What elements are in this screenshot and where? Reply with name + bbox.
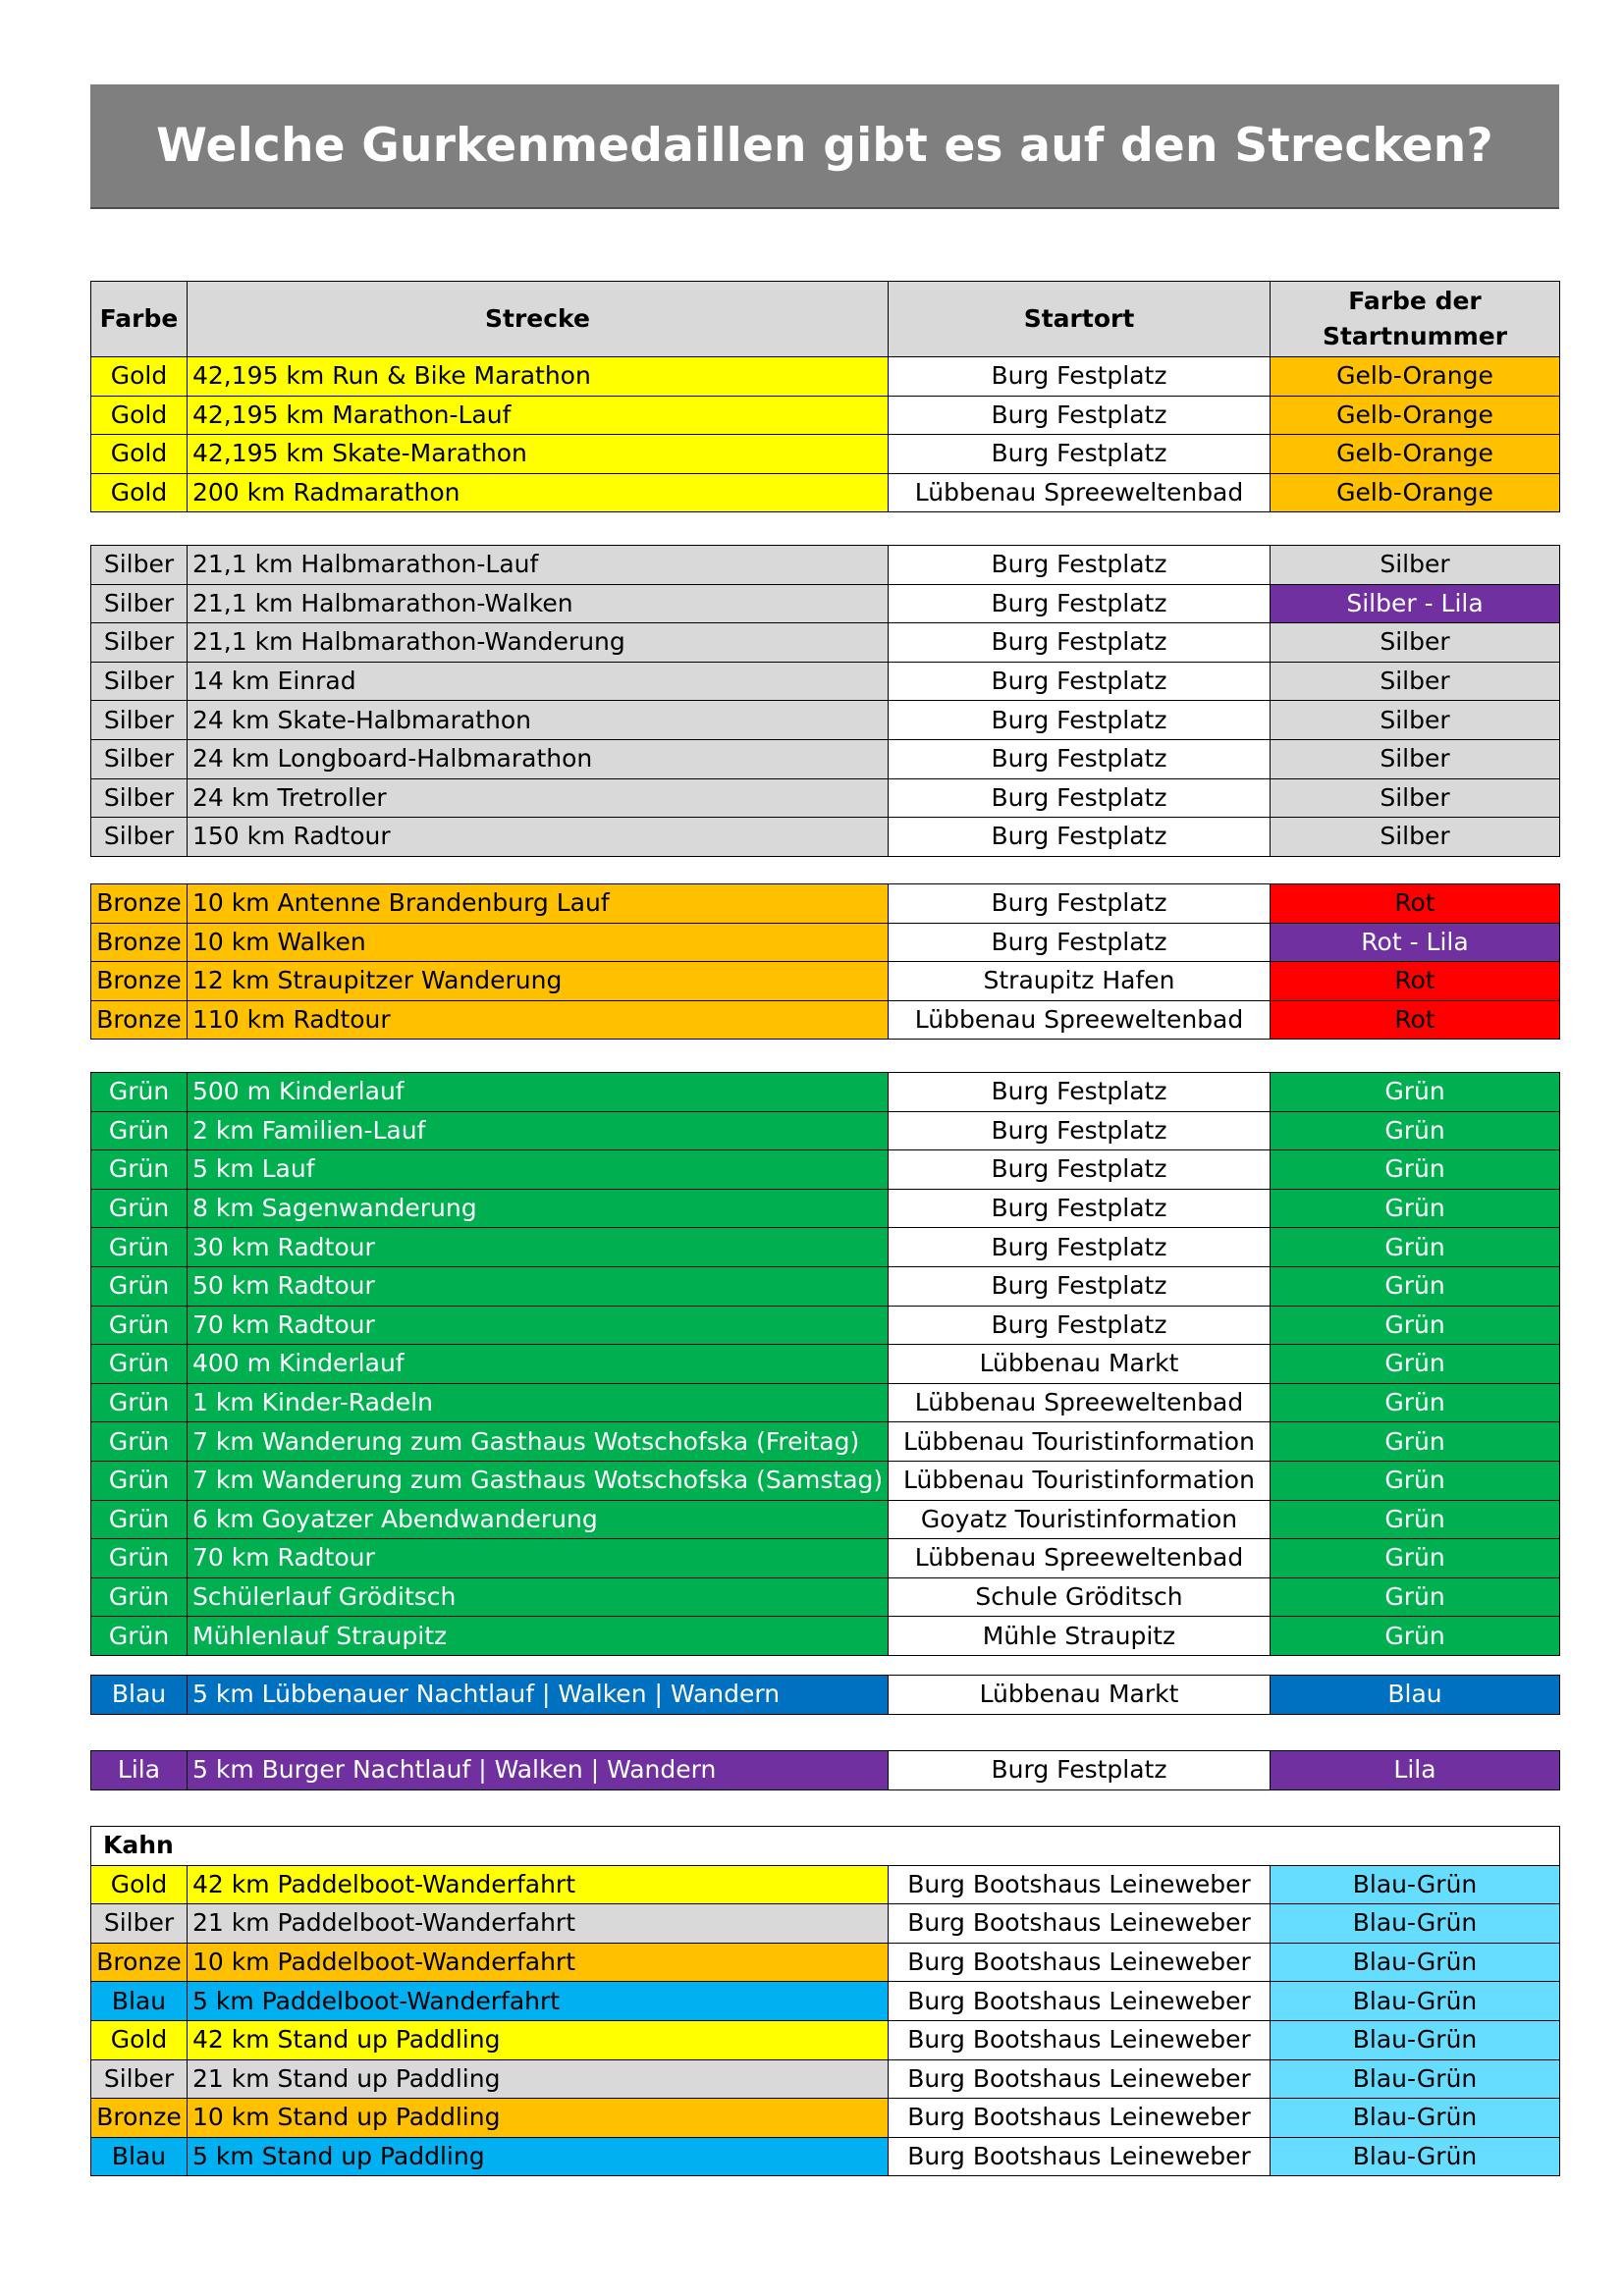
- table-row: [91, 1266, 1560, 1306]
- cell-farbe: Grün: [91, 1617, 188, 1656]
- cell-startnummer: Grün: [1271, 1189, 1560, 1228]
- table-row: [91, 1617, 1560, 1656]
- header-startnummer: Farbe der Startnummer: [1271, 282, 1560, 357]
- cell-farbe: Blau: [91, 1982, 188, 2021]
- cell-startort: Burg Festplatz: [889, 1150, 1271, 1190]
- cell-startort: Burg Bootshaus Leineweber: [889, 1943, 1271, 1982]
- cell-farbe: Gold: [91, 2020, 188, 2059]
- cell-startnummer: Grün: [1271, 1266, 1560, 1306]
- cell-startnummer: Gelb-Orange: [1271, 473, 1560, 512]
- cell-strecke: 7 km Wanderung zum Gasthaus Wotschofska (Samstag): [188, 1461, 889, 1500]
- table-row: [91, 1228, 1560, 1267]
- cell-farbe: Grün: [91, 1461, 188, 1500]
- cell-startort: Burg Bootshaus Leineweber: [889, 2020, 1271, 2059]
- cell-startnummer: Blau-Grün: [1271, 2059, 1560, 2099]
- cell-strecke: 110 km Radtour: [188, 1000, 889, 1040]
- table-row: [91, 1865, 1560, 1904]
- cell-startnummer: Blau-Grün: [1271, 1865, 1560, 1904]
- table-header-row: [91, 282, 1560, 357]
- silber-table: [90, 545, 1560, 857]
- cell-farbe: Silber: [91, 2059, 188, 2099]
- cell-startnummer: Grün: [1271, 1111, 1560, 1150]
- cell-strecke: 42 km Paddelboot-Wanderfahrt: [188, 1865, 889, 1904]
- cell-farbe: Grün: [91, 1306, 188, 1345]
- gold-table: [90, 281, 1560, 512]
- cell-startnummer: Blau-Grün: [1271, 1904, 1560, 1944]
- cell-strecke: 10 km Walken: [188, 923, 889, 962]
- bronze-rows: [91, 884, 1560, 1040]
- cell-farbe: Grün: [91, 1073, 188, 1112]
- cell-startnummer: Grün: [1271, 1383, 1560, 1422]
- cell-strecke: 24 km Skate-Halbmarathon: [188, 701, 889, 740]
- cell-startort: Straupitz Hafen: [889, 962, 1271, 1001]
- cell-startort: Burg Festplatz: [889, 923, 1271, 962]
- cell-strecke: 42,195 km Skate-Marathon: [188, 435, 889, 474]
- table-row: [91, 2099, 1560, 2138]
- kahn-table: [90, 1826, 1560, 2176]
- cell-farbe: Gold: [91, 396, 188, 435]
- cell-farbe: Blau: [91, 1676, 188, 1715]
- cell-farbe: Blau: [91, 2137, 188, 2176]
- cell-strecke: 6 km Goyatzer Abendwanderung: [188, 1500, 889, 1539]
- cell-farbe: Bronze: [91, 923, 188, 962]
- cell-startort: Burg Festplatz: [889, 1073, 1271, 1112]
- table-row: [91, 701, 1560, 740]
- cell-farbe: Gold: [91, 473, 188, 512]
- cell-startort: Lübbenau Spreeweltenbad: [889, 473, 1271, 512]
- table-row: [91, 623, 1560, 663]
- cell-startort: Burg Festplatz: [889, 1111, 1271, 1150]
- cell-farbe: Silber: [91, 818, 188, 857]
- cell-strecke: 24 km Longboard-Halbmarathon: [188, 739, 889, 778]
- cell-farbe: Bronze: [91, 1000, 188, 1040]
- cell-strecke: 42 km Stand up Paddling: [188, 2020, 889, 2059]
- cell-startnummer: Blau-Grün: [1271, 2099, 1560, 2138]
- cell-startnummer: Grün: [1271, 1461, 1560, 1500]
- cell-startnummer: Silber: [1271, 739, 1560, 778]
- cell-farbe: Silber: [91, 778, 188, 818]
- title-banner: [90, 84, 1559, 209]
- cell-startort: Burg Festplatz: [889, 546, 1271, 585]
- blau-table: [90, 1675, 1560, 1715]
- cell-farbe: Silber: [91, 739, 188, 778]
- cell-strecke: 30 km Radtour: [188, 1228, 889, 1267]
- cell-strecke: 2 km Familien-Lauf: [188, 1111, 889, 1150]
- table-row: [91, 2137, 1560, 2176]
- cell-startnummer: Lila: [1271, 1751, 1560, 1790]
- cell-farbe: Gold: [91, 357, 188, 397]
- cell-strecke: 150 km Radtour: [188, 818, 889, 857]
- cell-strecke: 5 km Lauf: [188, 1150, 889, 1190]
- cell-strecke: 50 km Radtour: [188, 1266, 889, 1306]
- table-row: [91, 2020, 1560, 2059]
- cell-startnummer: Grün: [1271, 1500, 1560, 1539]
- page-title: Welche Gurkenmedaillen gibt es auf den Strecken?: [156, 119, 1493, 173]
- cell-startort: Burg Festplatz: [889, 1228, 1271, 1267]
- table-row: [91, 1111, 1560, 1150]
- cell-farbe: Bronze: [91, 2099, 188, 2138]
- table-row: [91, 1676, 1560, 1715]
- cell-startort: Mühle Straupitz: [889, 1617, 1271, 1656]
- cell-startort: Burg Festplatz: [889, 701, 1271, 740]
- lila-rows: [91, 1751, 1560, 1790]
- cell-farbe: Grün: [91, 1422, 188, 1462]
- cell-startort: Burg Bootshaus Leineweber: [889, 1904, 1271, 1944]
- cell-strecke: Mühlenlauf Straupitz: [188, 1617, 889, 1656]
- table-row: [91, 739, 1560, 778]
- cell-strecke: 5 km Stand up Paddling: [188, 2137, 889, 2176]
- cell-startnummer: Silber: [1271, 778, 1560, 818]
- table-row: [91, 1904, 1560, 1944]
- table-row: [91, 662, 1560, 701]
- cell-startort: Burg Festplatz: [889, 357, 1271, 397]
- cell-startort: Burg Bootshaus Leineweber: [889, 2099, 1271, 2138]
- cell-farbe: Grün: [91, 1189, 188, 1228]
- gruen-table: [90, 1072, 1560, 1656]
- cell-farbe: Silber: [91, 662, 188, 701]
- header-farbe: Farbe: [91, 282, 188, 357]
- cell-startort: Burg Festplatz: [889, 884, 1271, 924]
- cell-farbe: Grün: [91, 1345, 188, 1384]
- cell-startort: Burg Festplatz: [889, 435, 1271, 474]
- cell-startort: Burg Festplatz: [889, 396, 1271, 435]
- cell-startnummer: Silber: [1271, 662, 1560, 701]
- cell-strecke: 1 km Kinder-Radeln: [188, 1383, 889, 1422]
- cell-farbe: Grün: [91, 1539, 188, 1578]
- cell-farbe: Grün: [91, 1111, 188, 1150]
- lila-table: [90, 1750, 1560, 1790]
- cell-startnummer: Rot: [1271, 962, 1560, 1001]
- cell-strecke: 5 km Burger Nachtlauf | Walken | Wandern: [188, 1751, 889, 1790]
- cell-strecke: 5 km Paddelboot-Wanderfahrt: [188, 1982, 889, 2021]
- table-row: [91, 1073, 1560, 1112]
- cell-startort: Burg Festplatz: [889, 1751, 1271, 1790]
- table-row: [91, 1383, 1560, 1422]
- table-row: [91, 1000, 1560, 1040]
- cell-startnummer: Rot - Lila: [1271, 923, 1560, 962]
- cell-startnummer: Silber: [1271, 546, 1560, 585]
- cell-startort: Lübbenau Spreeweltenbad: [889, 1383, 1271, 1422]
- cell-startort: Lübbenau Markt: [889, 1676, 1271, 1715]
- table-row: [91, 1500, 1560, 1539]
- kahn-title-row: [91, 1827, 1560, 1866]
- table-row: [91, 1943, 1560, 1982]
- cell-startort: Burg Festplatz: [889, 1306, 1271, 1345]
- cell-startnummer: Blau-Grün: [1271, 1982, 1560, 2021]
- cell-farbe: Bronze: [91, 884, 188, 924]
- cell-strecke: 21,1 km Halbmarathon-Wanderung: [188, 623, 889, 663]
- bronze-table: [90, 883, 1560, 1040]
- cell-strecke: 10 km Stand up Paddling: [188, 2099, 889, 2138]
- cell-strecke: 200 km Radmarathon: [188, 473, 889, 512]
- cell-startnummer: Gelb-Orange: [1271, 357, 1560, 397]
- table-row: [91, 584, 1560, 623]
- cell-startnummer: Rot: [1271, 1000, 1560, 1040]
- table-row: [91, 1189, 1560, 1228]
- cell-startnummer: Blau-Grün: [1271, 2137, 1560, 2176]
- table-row: [91, 923, 1560, 962]
- cell-strecke: 5 km Lübbenauer Nachtlauf | Walken | Wandern: [188, 1676, 889, 1715]
- cell-startnummer: Silber - Lila: [1271, 584, 1560, 623]
- cell-farbe: Grün: [91, 1577, 188, 1617]
- table-row: [91, 1150, 1560, 1190]
- cell-strecke: 8 km Sagenwanderung: [188, 1189, 889, 1228]
- table-row: [91, 1577, 1560, 1617]
- table-row: [91, 357, 1560, 397]
- cell-farbe: Gold: [91, 1865, 188, 1904]
- cell-startnummer: Grün: [1271, 1228, 1560, 1267]
- cell-farbe: Bronze: [91, 1943, 188, 1982]
- gold-rows: [91, 357, 1560, 512]
- cell-strecke: 10 km Antenne Brandenburg Lauf: [188, 884, 889, 924]
- cell-startnummer: Grün: [1271, 1073, 1560, 1112]
- table-row: [91, 1982, 1560, 2021]
- kahn-rows: [91, 1865, 1560, 2176]
- cell-strecke: 500 m Kinderlauf: [188, 1073, 889, 1112]
- cell-startnummer: Grün: [1271, 1539, 1560, 1578]
- cell-startnummer: Silber: [1271, 818, 1560, 857]
- table-row: [91, 1539, 1560, 1578]
- cell-startort: Burg Festplatz: [889, 623, 1271, 663]
- cell-startort: Lübbenau Touristinformation: [889, 1461, 1271, 1500]
- cell-startnummer: Blau-Grün: [1271, 2020, 1560, 2059]
- gruen-rows: [91, 1073, 1560, 1656]
- cell-farbe: Lila: [91, 1751, 188, 1790]
- cell-startort: Burg Festplatz: [889, 662, 1271, 701]
- cell-startort: Burg Bootshaus Leineweber: [889, 2137, 1271, 2176]
- table-row: [91, 435, 1560, 474]
- table-row: [91, 2059, 1560, 2099]
- cell-farbe: Silber: [91, 546, 188, 585]
- cell-strecke: 42,195 km Run & Bike Marathon: [188, 357, 889, 397]
- cell-strecke: 70 km Radtour: [188, 1539, 889, 1578]
- cell-startort: Lübbenau Spreeweltenbad: [889, 1539, 1271, 1578]
- cell-farbe: Grün: [91, 1266, 188, 1306]
- cell-strecke: 14 km Einrad: [188, 662, 889, 701]
- kahn-title: Kahn: [91, 1827, 1560, 1866]
- cell-strecke: Schülerlauf Gröditsch: [188, 1577, 889, 1617]
- table-row: [91, 884, 1560, 924]
- cell-startort: Burg Festplatz: [889, 778, 1271, 818]
- cell-startort: Schule Gröditsch: [889, 1577, 1271, 1617]
- table-row: [91, 546, 1560, 585]
- table-row: [91, 778, 1560, 818]
- cell-strecke: 12 km Straupitzer Wanderung: [188, 962, 889, 1001]
- cell-strecke: 21 km Stand up Paddling: [188, 2059, 889, 2099]
- cell-startort: Burg Festplatz: [889, 818, 1271, 857]
- silber-rows: [91, 546, 1560, 857]
- table-row: [91, 962, 1560, 1001]
- cell-startnummer: Grün: [1271, 1306, 1560, 1345]
- cell-startnummer: Grün: [1271, 1577, 1560, 1617]
- cell-startnummer: Grün: [1271, 1150, 1560, 1190]
- cell-strecke: 42,195 km Marathon-Lauf: [188, 396, 889, 435]
- cell-startnummer: Silber: [1271, 623, 1560, 663]
- cell-startort: Lübbenau Markt: [889, 1345, 1271, 1384]
- cell-strecke: 7 km Wanderung zum Gasthaus Wotschofska (Freitag): [188, 1422, 889, 1462]
- cell-startort: Burg Festplatz: [889, 1266, 1271, 1306]
- cell-startort: Burg Festplatz: [889, 584, 1271, 623]
- cell-startort: Lübbenau Touristinformation: [889, 1422, 1271, 1462]
- table-row: [91, 1306, 1560, 1345]
- cell-startort: Burg Bootshaus Leineweber: [889, 1865, 1271, 1904]
- table-row: [91, 396, 1560, 435]
- cell-strecke: 24 km Tretroller: [188, 778, 889, 818]
- cell-startort: Burg Festplatz: [889, 739, 1271, 778]
- cell-startnummer: Grün: [1271, 1422, 1560, 1462]
- cell-strecke: 21,1 km Halbmarathon-Walken: [188, 584, 889, 623]
- header-strecke: Strecke: [188, 282, 889, 357]
- cell-farbe: Grün: [91, 1228, 188, 1267]
- cell-startort: Burg Bootshaus Leineweber: [889, 1982, 1271, 2021]
- cell-farbe: Gold: [91, 435, 188, 474]
- cell-strecke: 70 km Radtour: [188, 1306, 889, 1345]
- table-row: [91, 473, 1560, 512]
- cell-strecke: 21 km Paddelboot-Wanderfahrt: [188, 1904, 889, 1944]
- cell-startnummer: Rot: [1271, 884, 1560, 924]
- cell-startort: Burg Festplatz: [889, 1189, 1271, 1228]
- cell-startort: Lübbenau Spreeweltenbad: [889, 1000, 1271, 1040]
- cell-startnummer: Gelb-Orange: [1271, 396, 1560, 435]
- cell-startnummer: Blau: [1271, 1676, 1560, 1715]
- cell-farbe: Grün: [91, 1150, 188, 1190]
- cell-startnummer: Grün: [1271, 1617, 1560, 1656]
- cell-strecke: 10 km Paddelboot-Wanderfahrt: [188, 1943, 889, 1982]
- cell-strecke: 21,1 km Halbmarathon-Lauf: [188, 546, 889, 585]
- cell-farbe: Silber: [91, 584, 188, 623]
- table-row: [91, 1422, 1560, 1462]
- table-row: [91, 1461, 1560, 1500]
- cell-farbe: Silber: [91, 623, 188, 663]
- cell-farbe: Silber: [91, 1904, 188, 1944]
- cell-farbe: Grün: [91, 1383, 188, 1422]
- cell-startnummer: Blau-Grün: [1271, 1943, 1560, 1982]
- cell-strecke: 400 m Kinderlauf: [188, 1345, 889, 1384]
- cell-startnummer: Grün: [1271, 1345, 1560, 1384]
- cell-farbe: Silber: [91, 701, 188, 740]
- cell-farbe: Bronze: [91, 962, 188, 1001]
- cell-startnummer: Silber: [1271, 701, 1560, 740]
- cell-farbe: Grün: [91, 1500, 188, 1539]
- cell-startort: Goyatz Touristinformation: [889, 1500, 1271, 1539]
- table-row: [91, 1345, 1560, 1384]
- header-startort: Startort: [889, 282, 1271, 357]
- table-row: [91, 1751, 1560, 1790]
- blau-rows: [91, 1676, 1560, 1715]
- cell-startort: Burg Bootshaus Leineweber: [889, 2059, 1271, 2099]
- table-row: [91, 818, 1560, 857]
- cell-startnummer: Gelb-Orange: [1271, 435, 1560, 474]
